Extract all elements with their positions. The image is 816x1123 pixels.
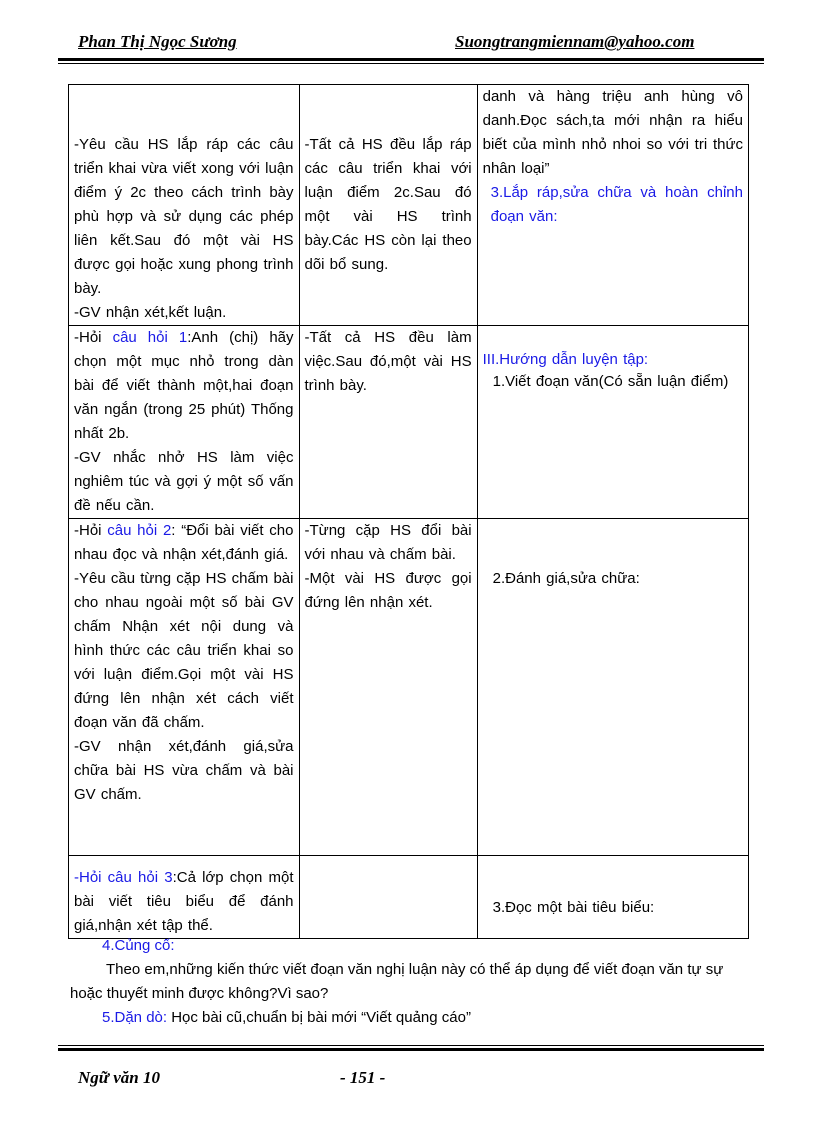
practice-item-3: 3.Đọc một bài tiêu biểu: [492,899,655,916]
practice-item-2: 2.Đánh giá,sửa chữa: [492,570,640,587]
question-2-link: câu hỏi 2 [107,522,172,539]
teacher-prefix: -Hỏi [74,329,113,346]
teacher-activity [74,519,294,807]
consolidation-text: Theo em,những kiến thức viết đoạn văn nghị luận này có thể áp dụng để viết đoạn văn tự sự hoặc thuyết minh được không?Vì sao? [70,961,724,1002]
homework-text: Học bài cũ,chuẩn bị bài mới “Viết quảng cáo” [167,1009,471,1026]
table-row [69,519,749,856]
student-cell [299,519,477,856]
practice-item-1: 1.Viết đoạn văn(Có sẵn luận điểm) [492,373,729,390]
teacher-cell [69,856,300,939]
homework-line [102,1006,778,1030]
lesson-table [68,84,749,939]
footer-page-number: - 151 - [340,1068,386,1087]
content-cell [477,326,748,519]
question-3-link: -Hỏi câu hỏi 3 [74,869,173,886]
teacher-question-text: :Anh (chị) hãy chọn một mục nhỏ trong dàn bài để viết thành một,hai đoạn văn ngắn (trong 25 phút) Thống nhất 2b. -GV nhắc nhở HS làm việc nghiêm túc và gợi ý một số vấn đề nếu cần. [74,329,294,514]
content-cell [477,856,748,939]
teacher-activity [74,866,294,938]
teacher-activity: -Yêu cầu HS lắp ráp các câu triển khai vừa viết xong với luận điểm ý 2c theo cách trình bày phù hợp và sử dụng các phép liên kết.Sau đó một vài HS được gọi hoặc xung phong trình bày. -GV nhận xét,kết luận. [74,136,294,321]
student-activity: -Tất cả HS đều lắp ráp các câu triển khai với luận điểm 2c.Sau đó một vài HS trình bày.Các HS còn lại theo dõi bổ sung. [304,136,472,273]
content-cell [477,519,748,856]
student-cell [299,326,477,519]
footer-rule-thin [58,1045,764,1046]
header-author: Phan Thị Ngọc Sương [78,32,237,51]
homework-heading: 5.Dặn dò: [102,1009,168,1026]
teacher-prefix: -Hỏi [74,522,108,539]
footer-rule-thick [58,1048,764,1051]
table-row [69,326,749,519]
student-activity: -Từng cặp HS đổi bài với nhau và chấm bài. -Một vài HS được gọi đứng lên nhận xét. [304,522,472,611]
header-rule-thick [58,58,764,61]
section-heading-assemble: 3.Lắp ráp,sửa chữa và hoàn chỉnh đoạn văn: [490,184,743,225]
student-cell [299,856,477,939]
content-cell [477,85,748,326]
teacher-cell [69,519,300,856]
table-row [69,85,749,326]
section-heading-practice: III.Hướng dẫn luyện tập: [482,351,649,368]
teacher-activity [74,326,294,518]
consolidation-heading: 4.Củng cố: [102,937,175,954]
student-activity: -Tất cả HS đều làm việc.Sau đó,một vài HS trình bày. [304,329,472,394]
header-email: Suongtrangmiennam@yahoo.com [455,32,695,51]
header-rule-thin [58,63,764,64]
footer-subject: Ngữ văn 10 [78,1068,160,1087]
table-row [69,856,749,939]
teacher-cell [69,85,300,326]
teacher-question-text: : “Đổi bài viết cho nhau đọc và nhận xét,đánh giá. -Yêu cầu từng cặp HS chấm bài cho nhau ngoài một số bài GV chấm Nhận xét nội dung và hình thức các câu triển khai so với luận điểm.Gọi một vài HS đứng lên nhận xét cách viết đoạn văn đã chấm. -GV nhận xét,đánh giá,sửa chữa bài HS vừa chấm và bài GV chấm. [74,522,294,803]
content-continuation: danh và hàng triệu anh hùng vô danh.Đọc sách,ta mới nhận ra hiểu biết của mình nhỏ nhoi so với tri thức nhân loại” [482,88,743,177]
student-cell [299,85,477,326]
teacher-question-text: :Cả lớp chọn một bài viết tiêu biểu để đánh giá,nhận xét tập thể. [74,869,294,934]
teacher-cell [69,326,300,519]
question-1-link: câu hỏi 1 [112,329,188,346]
